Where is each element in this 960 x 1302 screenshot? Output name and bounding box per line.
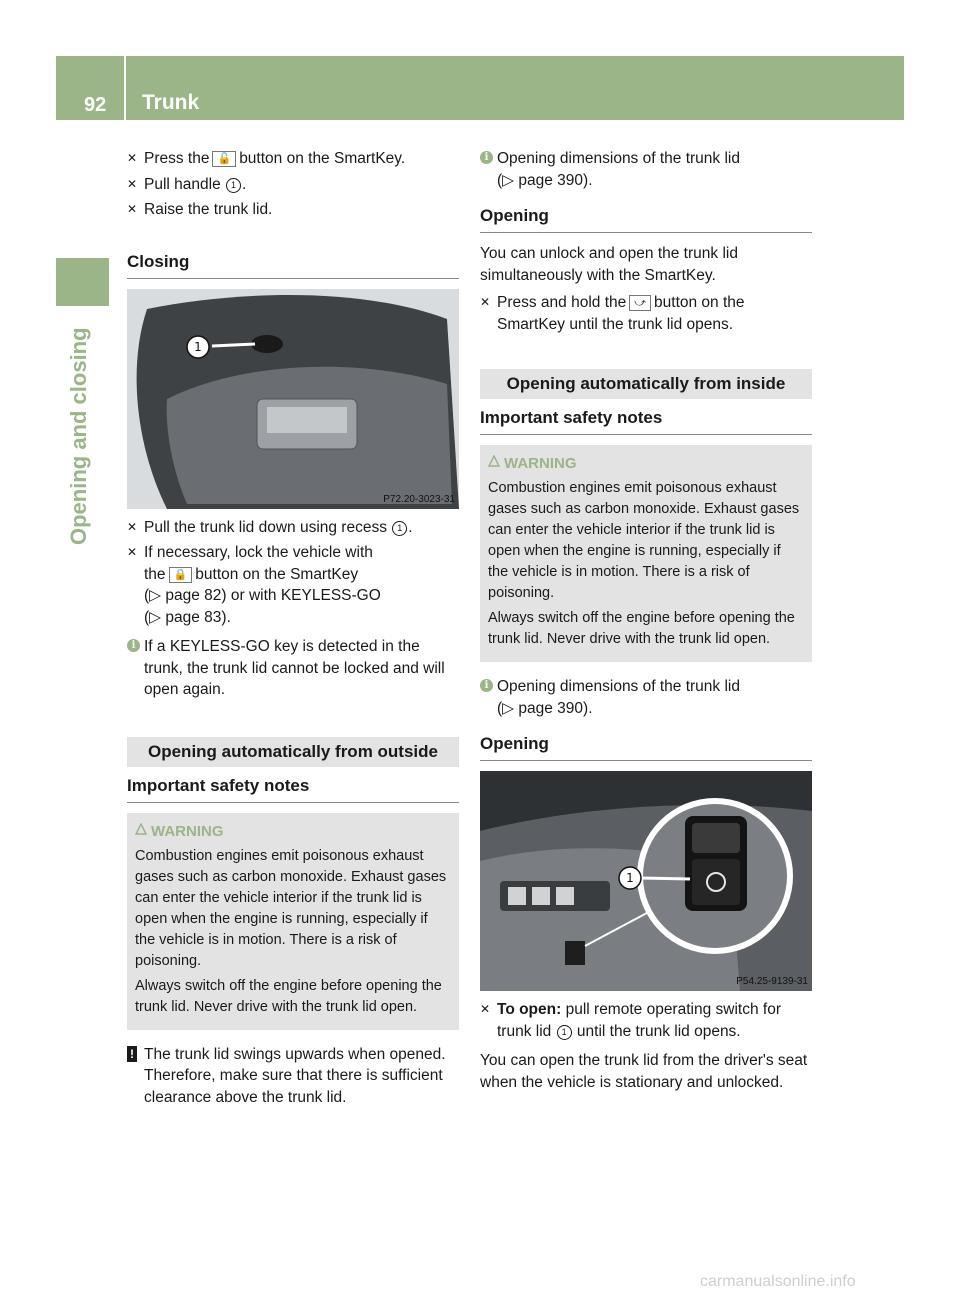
opening-heading: Opening (480, 205, 812, 233)
step-arrow-icon: ✕ (480, 295, 491, 309)
step-arrow-icon: ✕ (127, 151, 138, 165)
lock-icon: 🔒 (169, 567, 193, 583)
caution-icon: ! (127, 1046, 137, 1062)
info-note-dimensions: i Opening dimensions of the trunk lid (▷ page 390). (480, 148, 812, 191)
caution-note: ! The trunk lid swings upwards when opened. Therefore, make sure that there is sufficient clearance above the trunk lid. (127, 1044, 459, 1109)
page-reference: (▷ page 390). (497, 171, 593, 189)
step-arrow-icon: ✕ (127, 545, 138, 559)
safety-heading: Important safety notes (127, 775, 459, 803)
warning-box (480, 445, 812, 662)
door-switch-figure (480, 771, 812, 991)
warning-header: WARNING (488, 453, 804, 474)
step-lock-vehicle: ✕ If necessary, lock the vehicle with the 🔒 button on the SmartKey (▷ page 82) or with KEYLESS-GO (▷ page 83). (127, 544, 381, 626)
warning-header: WARNING (135, 821, 451, 842)
opening-heading: Opening (480, 733, 812, 761)
step-raise-lid: ✕ Raise the trunk lid. (127, 199, 459, 221)
warning-text: Always switch off the engine before opening the trunk lid. Never drive with the trunk lid open. (135, 977, 442, 1015)
page-number: 92 (84, 94, 107, 116)
band-opening-inside: Opening automatically from inside (480, 369, 812, 399)
section-title: Trunk (142, 91, 200, 114)
info-icon: i (127, 639, 140, 652)
opening-paragraph: You can unlock and open the trunk lid simultaneously with the SmartKey. (480, 245, 738, 284)
warning-text: Combustion engines emit poisonous exhaust gases such as carbon monoxide. Exhaust gases can enter the vehicle interior if the trunk lid is open when the engine is running, especially if the vehicle is in motion. There is a risk of poisoning. (488, 480, 800, 601)
figure-callout: 1 (194, 339, 202, 354)
step-pull-down: ✕ Pull the trunk lid down using recess 1 . (127, 517, 459, 539)
unlock-icon: 🔓 (212, 151, 236, 167)
warning-text: Combustion engines emit poisonous exhaust gases such as carbon monoxide. Exhaust gases can enter the vehicle interior if the trunk lid is open when the engine is running, especially if the vehicle is in motion. There is a risk of poisoning. (135, 847, 447, 969)
trunk-lid-figure (127, 289, 459, 509)
side-chapter-label: Opening and closing (66, 327, 91, 545)
figure-code: P54.25-9139-31 (736, 976, 808, 987)
page-reference: (▷ page 83). (144, 608, 231, 626)
callout-number: 1 (226, 178, 241, 193)
info-note-dimensions: i Opening dimensions of the trunk lid (▷ page 390). (480, 676, 812, 719)
trunk-open-icon: ⤻ (629, 295, 651, 311)
trunk-lid-illustration (127, 289, 459, 509)
info-note-keyless: i If a KEYLESS-GO key is detected in the trunk, the trunk lid cannot be locked and will open again. (127, 636, 459, 701)
safety-heading: Important safety notes (480, 407, 812, 435)
closing-paragraph: You can open the trunk lid from the driver's seat when the vehicle is stationary and unlocked. (480, 1052, 808, 1091)
band-opening-outside: Opening automatically from outside (127, 737, 459, 767)
page-reference: (▷ page 390). (497, 699, 593, 717)
step-pull-handle: ✕ Pull handle 1 . (127, 174, 459, 196)
side-tab-block (56, 258, 109, 306)
figure-code: P72.20-3023-31 (383, 493, 455, 505)
warning-triangle-icon (488, 455, 500, 467)
warning-triangle-icon (135, 823, 147, 835)
info-icon: i (480, 679, 493, 692)
step-press-hold: ✕ Press and hold the ⤻ button on the SmartKey until the trunk lid opens. (480, 294, 745, 333)
step-press-unlock: ✕ Press the 🔓 button on the SmartKey. (127, 148, 459, 170)
step-arrow-icon: ✕ (127, 519, 138, 534)
step-to-open: ✕ To open: pull remote operating switch for trunk lid 1 until the trunk lid opens. (480, 1001, 781, 1040)
step-arrow-icon: ✕ (480, 1002, 491, 1016)
callout-number: 1 (557, 1025, 572, 1040)
info-icon: i (480, 151, 493, 164)
step-arrow-icon: ✕ (127, 176, 138, 191)
warning-box (127, 813, 459, 1030)
left-column (127, 148, 459, 1114)
step-arrow-icon: ✕ (127, 202, 138, 216)
right-column (480, 148, 812, 1093)
callout-number: 1 (392, 521, 407, 536)
page-reference: (▷ page 82) or with KEYLESS-GO (144, 587, 381, 604)
closing-heading: Closing (127, 251, 459, 279)
watermark: carmanualsonline.info (700, 1273, 856, 1290)
warning-text: Always switch off the engine before opening the trunk lid. Never drive with the trunk lid open. (488, 610, 795, 647)
door-switch-illustration (480, 771, 812, 991)
header-bar (56, 56, 904, 120)
figure-callout: 1 (626, 871, 634, 885)
